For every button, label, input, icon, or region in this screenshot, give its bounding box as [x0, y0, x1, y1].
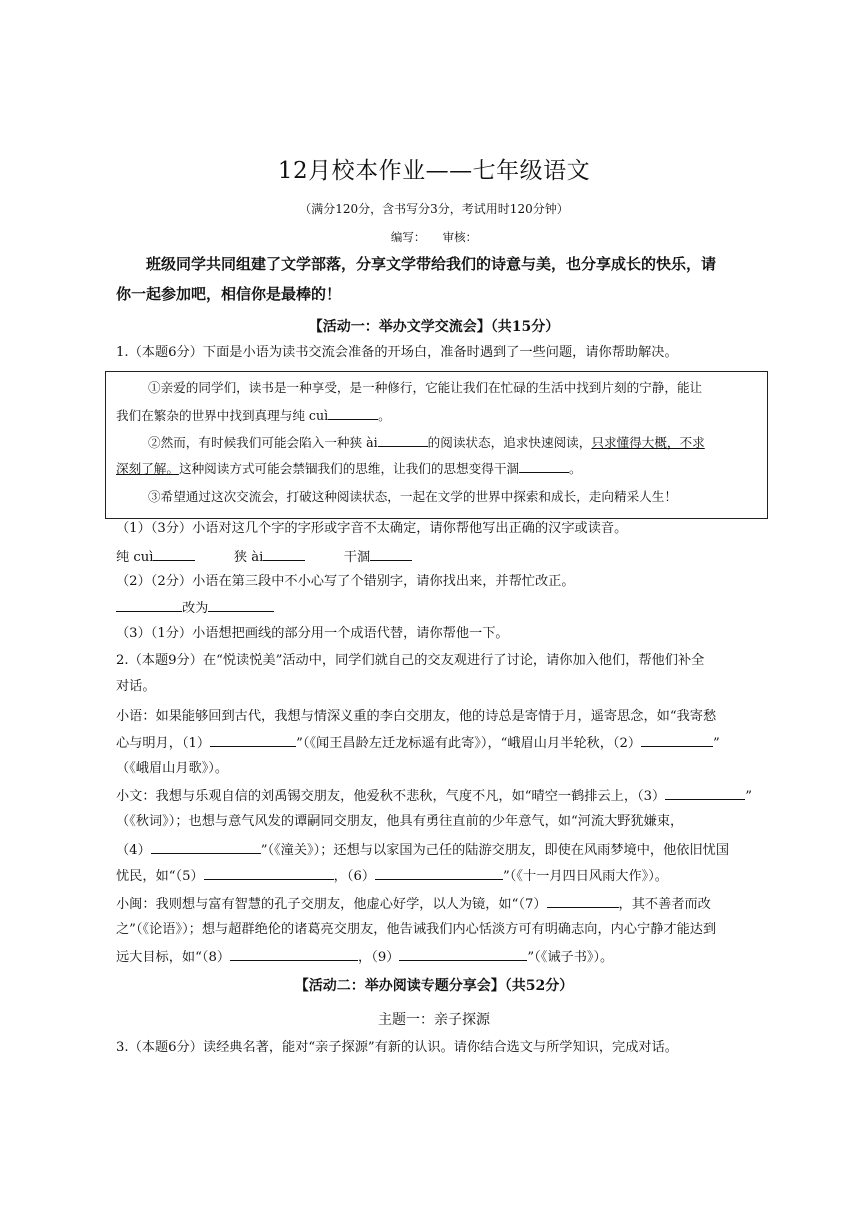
question-1-1: （1）（3分）小语对这几个字的字形或字音不太确定，请你帮他写出正确的汉字或读音。	[116, 521, 628, 536]
blank-7[interactable]	[547, 894, 619, 908]
xy-2b: ”（《闻王昌龄左迁龙标遥有此寄》），“峨眉山月半轮秋，（2）	[296, 736, 642, 751]
correct-char-blank[interactable]	[208, 598, 274, 612]
xy-2a: 心与明月，（1）	[116, 736, 211, 751]
change-to-label: 改为	[182, 601, 209, 616]
box-paragraph-1b	[116, 405, 766, 424]
xiaomin-line-2: 之”（《论语》）；想与超群绝伦的诸葛亮交朋友，他告诫我们内心恬淡方可有明确志向，内心宁静才能达到	[116, 922, 717, 937]
xiaowen-line-3	[116, 840, 756, 861]
xy-2c: ”	[713, 736, 720, 751]
xiaomin-line-1	[116, 894, 756, 915]
intro-line-1: 班级同学共同组建了文学部落，分享文学带给我们的诗意与美，也分享成长的快乐，请	[146, 255, 717, 273]
blank-9[interactable]	[399, 947, 527, 961]
blank-he[interactable]	[519, 459, 569, 473]
xiaoyu-line-1: 小语：如果能够回到古代，我想与情深义重的李白交朋友，他的诗总是寄情于月，遥寄思念，如“我寄愁	[116, 709, 717, 724]
q1-1-answers	[116, 547, 756, 568]
blank-2[interactable]	[641, 733, 713, 747]
question-2-stem-b: 对话。	[116, 679, 156, 694]
theme-1-heading: 主题一：亲子探源	[378, 1012, 490, 1028]
question-2-stem-a: 2.（本题9分）在“悦读悦美”活动中，同学们就自己的交友观进行了讨论，请你加入他们，帮他们补全	[116, 653, 705, 668]
box-p2b-end: 。	[569, 461, 582, 476]
blank-8[interactable]	[230, 947, 358, 961]
box-paragraph-1a: ①亲爱的同学们，读书是一种享受，是一种修行，它能让我们在忙碌的生活中找到片刻的宁静，能让	[148, 380, 703, 395]
box-p1b-end: 。	[378, 408, 391, 423]
page-title: 12月校本作业——七年级语文	[277, 158, 591, 184]
xw-4a: 忧民，如“（5）	[116, 869, 204, 884]
box-p1b-text: 我们在繁杂的世界中找到真理与纯 cuì	[116, 408, 329, 423]
blank-4[interactable]	[151, 840, 261, 854]
xm-1b: ，其不善者而改	[618, 897, 711, 912]
xm-3c: ”（《诫子书》）。	[527, 950, 614, 965]
intro-line-2: 你一起参加吧，相信你是最棒的！	[116, 285, 342, 303]
underlined-phrase-2: 深刻了解。	[116, 461, 179, 476]
box-paragraph-3: ③希望通过这次交流会，打破这种阅读状态，一起在文学的世界中探索和成长，走向精采人生！	[148, 489, 677, 504]
box-paragraph-2b	[116, 458, 766, 477]
xm-3b: ，（9）	[358, 950, 400, 965]
blank-1[interactable]	[210, 733, 296, 747]
xw-4c: ”（《十一月四日风雨大作》）。	[503, 869, 668, 884]
xiaowen-line-4	[116, 866, 756, 887]
xw-3a: （4）	[116, 843, 151, 858]
blank-3[interactable]	[665, 786, 745, 800]
box-p2a-start: ②然而，有时候我们可能会陷入一种狭 ài	[148, 435, 378, 450]
blank-5[interactable]	[204, 866, 334, 880]
xiaomin-line-3	[116, 947, 756, 968]
answer-blank-cui[interactable]	[153, 547, 195, 561]
xw-1a: 小文：我想与乐观自信的刘禹锡交朋友，他爱秋不悲秋，气度不凡，如“晴空一鹤排云上，（3）	[116, 789, 666, 804]
activity2-heading: 【活动二：举办阅读专题分享会】（共52分）	[294, 978, 574, 994]
xw-4b: ，（6）	[333, 869, 376, 884]
wrong-char-blank[interactable]	[116, 598, 182, 612]
box-p2b-rest: 这种阅读方式可能会禁锢我们的思维，让我们的思想变得干涸	[178, 461, 519, 476]
question-1-2: （2）（2分）小语在第三段中不小心写了个错别字，请你找出来，并帮忙改正。	[116, 574, 575, 589]
blank-6[interactable]	[375, 866, 503, 880]
answer-blank-ai[interactable]	[263, 547, 305, 561]
xw-3b: ”（《潼关》）；还想与以家国为己任的陆游交朋友，即使在风雨梦境中，他依旧忧国	[260, 843, 730, 858]
question-1-stem: 1.（本题6分）下面是小语为读书交流会准备的开场白，准备时遇到了一些问题，请你帮助解决。	[116, 345, 678, 360]
item-cui: 纯 cuì	[116, 550, 154, 565]
xw-1b: ”	[745, 789, 752, 804]
underlined-phrase-1: 只求懂得大概，不求	[591, 435, 705, 450]
box-p2a-mid: 的阅读状态，追求快速阅读，	[427, 435, 592, 450]
box-paragraph-2a	[148, 432, 798, 451]
xm-1a: 小闽：我则想与富有智慧的孔子交朋友，他虚心好学，以人为镜，如“（7）	[116, 897, 547, 912]
question-1-3: （3）（1分）小语想把画线的部分用一个成语代替，请你帮他一下。	[116, 626, 509, 641]
exam-info: （满分120分，含书写分3分，考试用时120分钟）	[299, 202, 569, 216]
blank-cui[interactable]	[328, 406, 378, 420]
xiaowen-line-1	[116, 786, 756, 807]
xm-3a: 远大目标，如“（8）	[116, 950, 231, 965]
xiaoyu-line-2	[116, 733, 756, 754]
answer-blank-he[interactable]	[370, 547, 412, 561]
q1-2-answer-line	[116, 598, 756, 619]
blank-ai[interactable]	[378, 433, 428, 447]
item-ai: 狭 ài	[233, 550, 264, 565]
xiaowen-line-2: （《秋词》）；也想与意气风发的谭嗣同交朋友，他具有勇往直前的少年意气，如“河流大野犹嫌束，	[116, 814, 684, 829]
authors-line: 编写： 审核：	[390, 230, 478, 244]
activity1-heading: 【活动一：举办文学交流会】（共15分）	[308, 319, 560, 335]
xiaoyu-line-3: （《峨眉山月歌》）。	[116, 761, 229, 776]
item-he: 干涸	[343, 550, 371, 565]
question-3-stem: 3.（本题6分）读经典名著，能对“亲子探源”有新的认识。请你结合选文与所学知识，完成对话。	[116, 1040, 678, 1055]
